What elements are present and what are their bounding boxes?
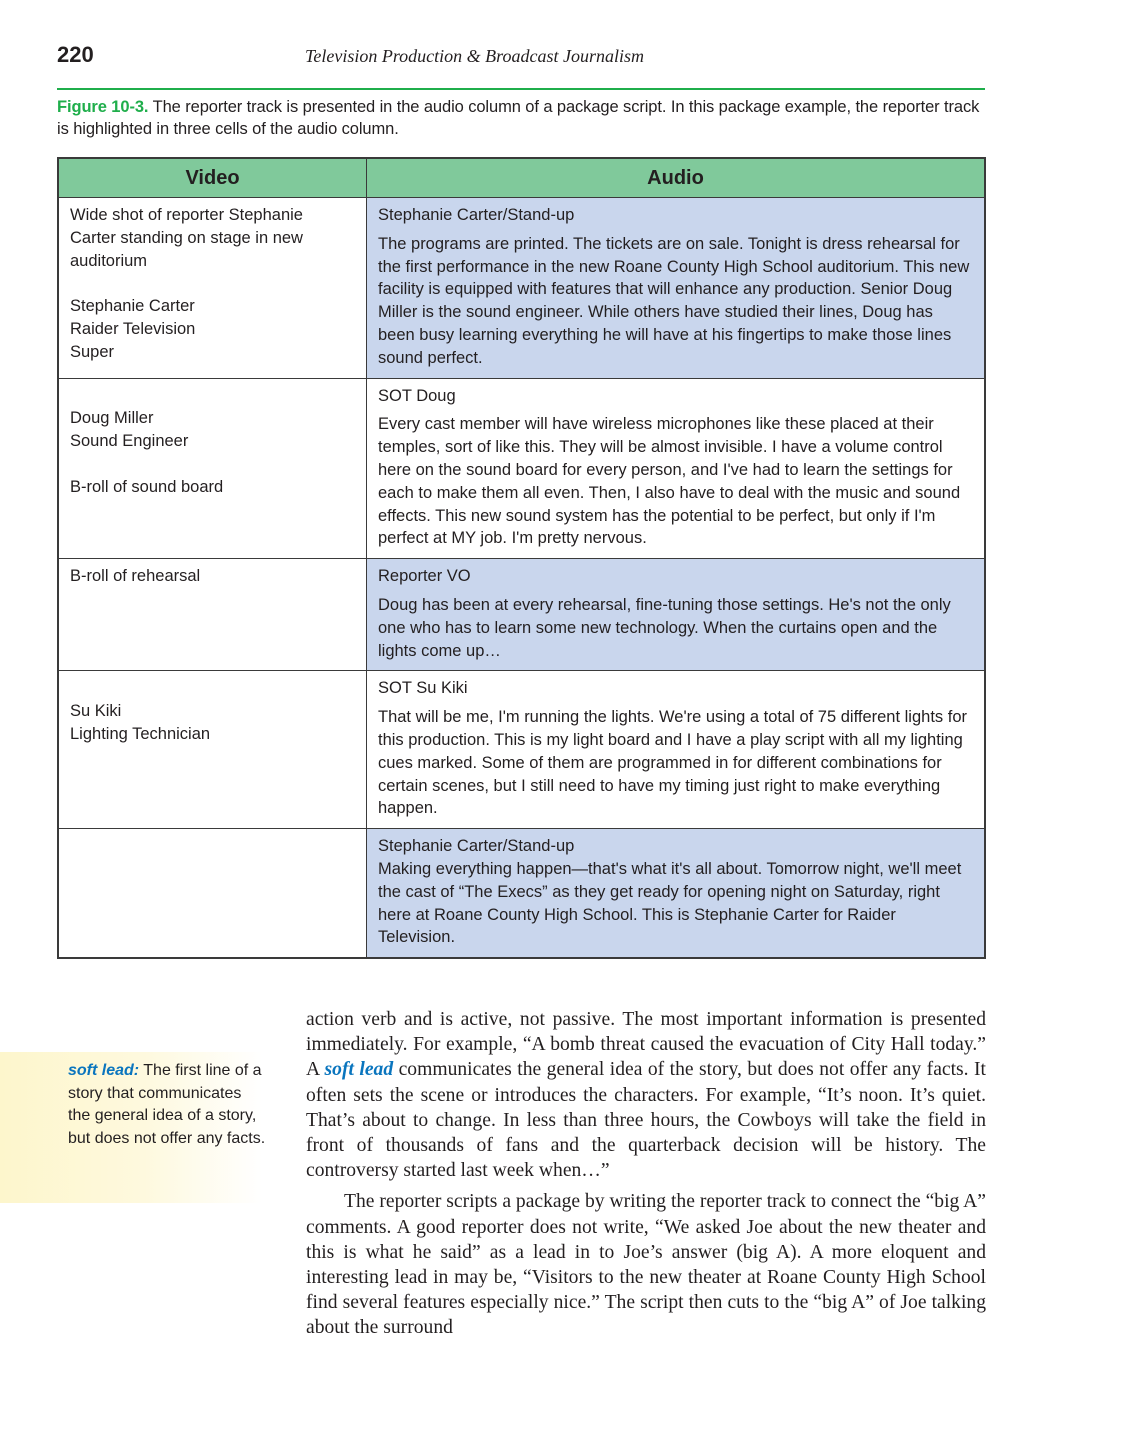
audio-cell [367,671,986,829]
glossary-definition: The first line of a story that communicates the general idea of a story, but does not offer any facts. [68,1062,266,1147]
figure-label: Figure 10-3. [57,98,149,116]
video-line: auditorium [70,251,148,270]
audio-text: The programs are printed. The tickets are on sale. Tonight is dress rehearsal for the first performance in the new Roane County High School auditorium. This new facility is equipped with features that will enhance any production. Senior Doug Miller is the sound engineer. While others have studied their lines, Doug has been busy learning everything he will have at his fingertips to make those lines sound perfect. [378,234,970,367]
table-row [58,198,985,379]
package-script-table [57,157,986,959]
figure-caption [57,96,987,140]
audio-text: That will be me, I'm running the lights. We're using a total of 75 different lights for this production. This is my light board and I have a play script with all my lighting cues marked. Some of them are programmed in for different combinations for certain scenes, but I still need to have my timing just right to make everything happen. [378,708,967,818]
audio-cell-highlighted [367,829,986,958]
video-spacer [70,385,356,408]
video-line: Raider Television [70,319,196,338]
video-cell-empty [58,829,367,958]
glossary-term: soft lead: [68,1062,140,1079]
audio-column-header: Audio [367,158,986,198]
video-line: Carter standing on stage in new [70,228,303,247]
page-number: 220 [57,42,94,67]
audio-heading: SOT Doug [378,386,456,405]
video-line: Doug Miller [70,409,154,428]
video-spacer [70,677,356,700]
audio-heading: Reporter VO [378,567,471,586]
header-rule [57,88,985,90]
audio-heading: SOT Su Kiki [378,679,468,698]
glossary-sidebar [68,1060,268,1150]
video-cell [58,671,367,829]
audio-text: Doug has been at every rehearsal, fine-tuning those settings. He's not the only one who has to learn some new technology. When the curtains open and the lights come up… [378,595,951,660]
audio-text: Every cast member will have wireless microphones like these placed at their temples, sort of like this. They will be almost invisible. I have a volume control here on the sound board for every person, and I've had to learn the settings for each to make them all even. Then, I also have to deal with the music and sound effects. This new sound system has the potential to be perfect, but only if I'm perfect at MY job. I'm pretty nervous. [378,415,961,548]
key-term-soft-lead: soft lead [324,1059,394,1081]
video-line: Stephanie Carter [70,297,195,316]
table-row [58,671,985,829]
table-header-row [58,158,985,198]
video-cell [58,559,367,671]
video-spacer [70,272,356,295]
video-line: B-roll of sound board [70,477,224,496]
video-cell [58,198,367,379]
body-text-segment: communicates the general idea of the story, but does not offer any facts. It often sets the scene or introduces the characters. For example, “It’s noon. It’s quiet. That’s about to change. In less than three hours, the Cowboys will take the field in front of thousands of fans and the quarterback decision will be history. The controversy started last week when…” [306,1059,986,1182]
audio-heading: Stephanie Carter/Stand-up [378,837,575,856]
audio-text: Making everything happen—that's what it's all about. Tomorrow night, we'll meet the cast of “The Execs” as they get ready for opening night on Saturday, right here at Roane County High School. This is Stephanie Carter for Raider Television. [378,859,962,947]
audio-cell-highlighted [367,198,986,379]
figure-caption-text: The reporter track is presented in the audio column of a package script. In this package example, the reporter track is highlighted in three cells of the audio column. [57,98,980,138]
video-line: Su Kiki [70,702,122,721]
body-paragraph: The reporter scripts a package by writing the reporter track to connect the “big A” comments. A good reporter does not write, “We asked Joe about the new theater and this is what he said” as a lead in to Joe’s answer (big A). A more eloquent and interesting lead in may be, “Visitors to the new theater at Roane County High School find several features especially nice.” The script then cuts to the “big A” of Joe talking about the surround [306,1191,986,1339]
video-line: Wide shot of reporter Stephanie [70,206,303,224]
video-line: B-roll of rehearsal [70,567,201,586]
video-column-header: Video [58,158,367,198]
video-cell [58,378,367,559]
body-paragraph [306,1007,986,1183]
table-row [58,378,985,559]
audio-cell-highlighted [367,559,986,671]
table-row [58,829,985,958]
video-line: Sound Engineer [70,432,189,451]
video-line: Super [70,342,115,361]
video-spacer [70,453,356,476]
video-line: Lighting Technician [70,724,211,743]
body-text [306,1007,986,1341]
audio-heading: Stephanie Carter/Stand-up [378,206,575,224]
audio-cell [367,378,986,559]
body-text-segment: action verb and is active, not passive. The most important information is presented immediately. For example, “A bomb threat caused the evacuation of City Hall today.” A [306,1009,986,1081]
table-row [58,559,985,671]
running-head: Television Production & Broadcast Journalism [305,46,644,66]
